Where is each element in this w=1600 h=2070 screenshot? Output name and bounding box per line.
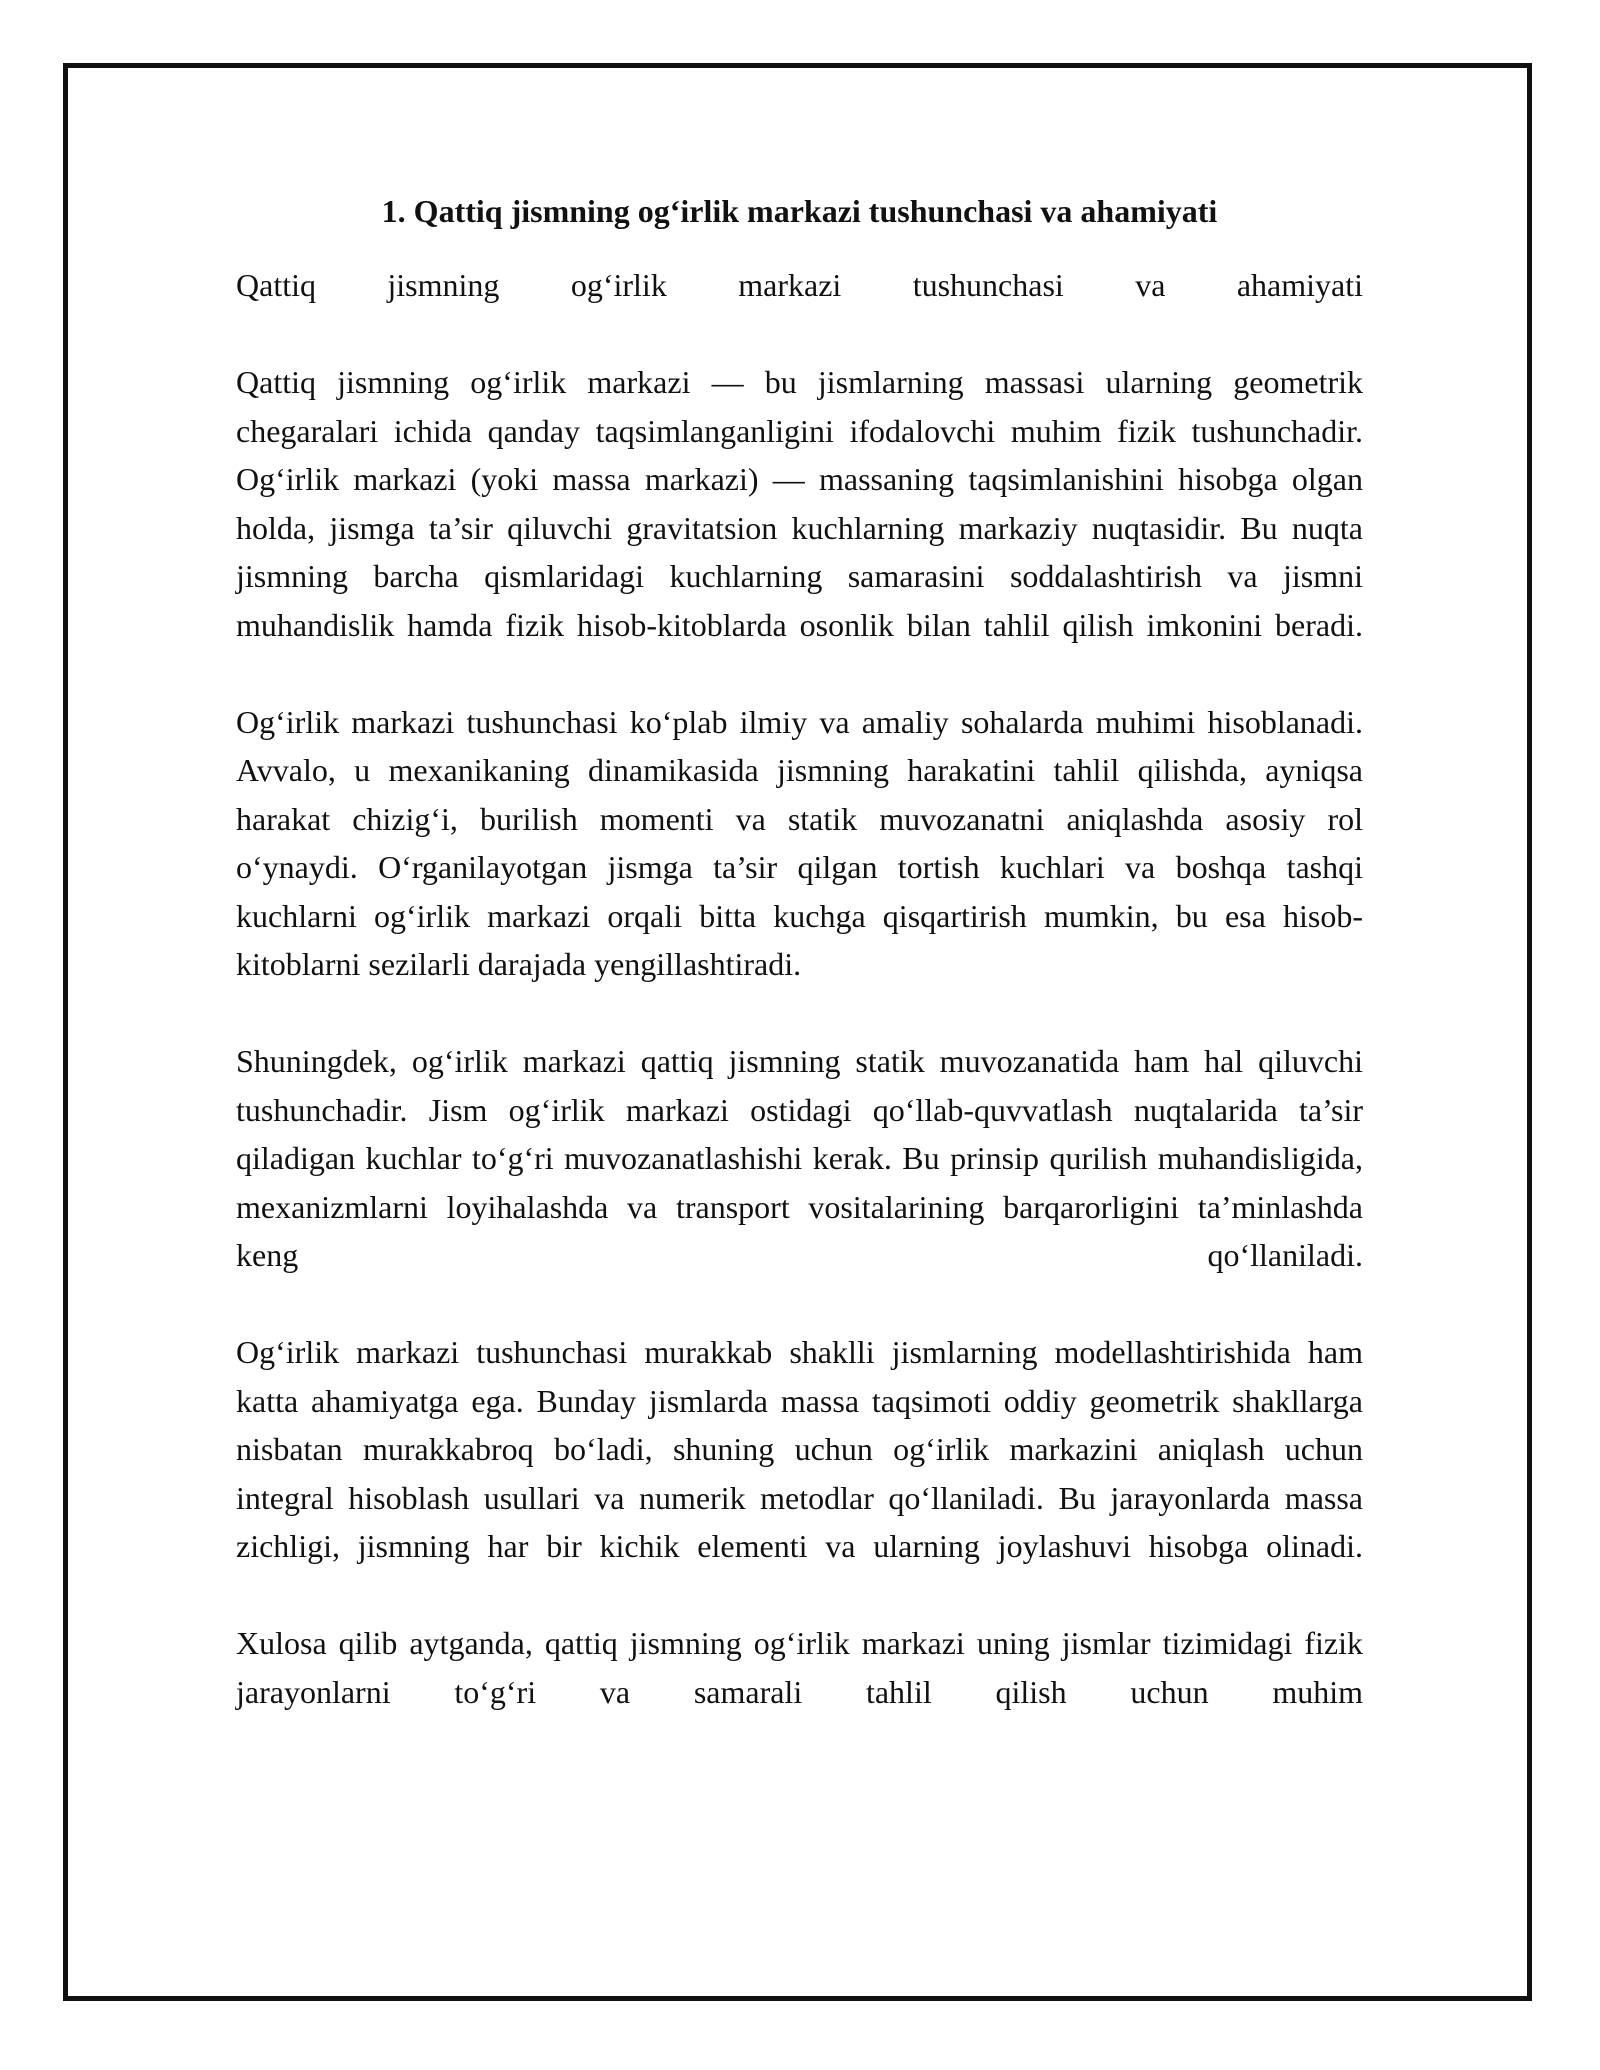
paragraph-5: Og‘irlik markazi tushunchasi murakkab shaklli jismlarning modellashtirishida ham katta ahamiyatga ega. Bunday jismlarda massa taqsimoti oddiy geometrik shakllarga nisbatan murakkabroq bo‘ladi, shuning uchun og‘irlik markazini aniqlash uchun integral hisoblash usullari va numerik metodlar qo‘llaniladi. Bu jarayonlarda massa zichligi, jismning har bir kichik elementi va ularning joylashuvi hisobga olinadi.: [236, 1334, 1363, 1564]
document-body: [236, 183, 1363, 1765]
paragraph-1: Qattiq jismning og‘irlik markazi tushunchasi va ahamiyati: [236, 267, 1363, 303]
paragraph-6: Xulosa qilib aytganda, qattiq jismning og‘irlik markazi uning jismlar tizimidagi fizik jarayonlarni to‘g‘ri va samarali tahlil qilish uchun muhim: [236, 1625, 1363, 1710]
paragraph-2: Qattiq jismning og‘irlik markazi — bu jismlarning massasi ularning geometrik chegaralari ichida qanday taqsimlanganligini ifodalovchi muhim fizik tushunchadir. Og‘irlik markazi (yoki massa markazi) — massaning taqsimlanishini hisobga olgan holda, jismga ta’sir qiluvchi gravitatsion kuchlarning markaziy nuqtasidir. Bu nuqta jismning barcha qismlaridagi kuchlarning samarasini soddalashtirish va jismni muhandislik hamda fizik hisob-kitoblarda osonlik bilan tahlil qilish imkonini beradi.: [236, 364, 1363, 643]
paragraph-3: Og‘irlik markazi tushunchasi ko‘plab ilmiy va amaliy sohalarda muhimi hisoblanadi. Avvalo, u mexanikaning dinamikasida jismning harakatini tahlil qilishda, ayniqsa harakat chizig‘i, burilish momenti va statik muvozanatni aniqlashda asosiy rol o‘ynaydi. O‘rganilayotgan jismga ta’sir qilgan tortish kuchlari va boshqa tashqi kuchlarni og‘irlik markazi orqali bitta kuchga qisqartirish mumkin, bu esa hisob-kitoblarni sezilarli darajada yengillashtiradi.: [236, 703, 1363, 982]
paragraph-4: Shuningdek, og‘irlik markazi qattiq jismning statik muvozanatida ham hal qiluvchi tushunchadir. Jism og‘irlik markazi ostidagi qo‘llab-quvvatlash nuqtalarida ta’sir qiladigan kuchlar to‘g‘ri muvozanatlashishi kerak. Bu prinsip qurilish muhandisligida, mexanizmlarni loyihalashda va transport vositalarining barqarorligini ta’minlashda keng qo‘llaniladi.: [236, 1043, 1363, 1273]
document-title: 1. Qattiq jismning og‘irlik markazi tushunchasi va ahamiyati: [381, 193, 1218, 229]
